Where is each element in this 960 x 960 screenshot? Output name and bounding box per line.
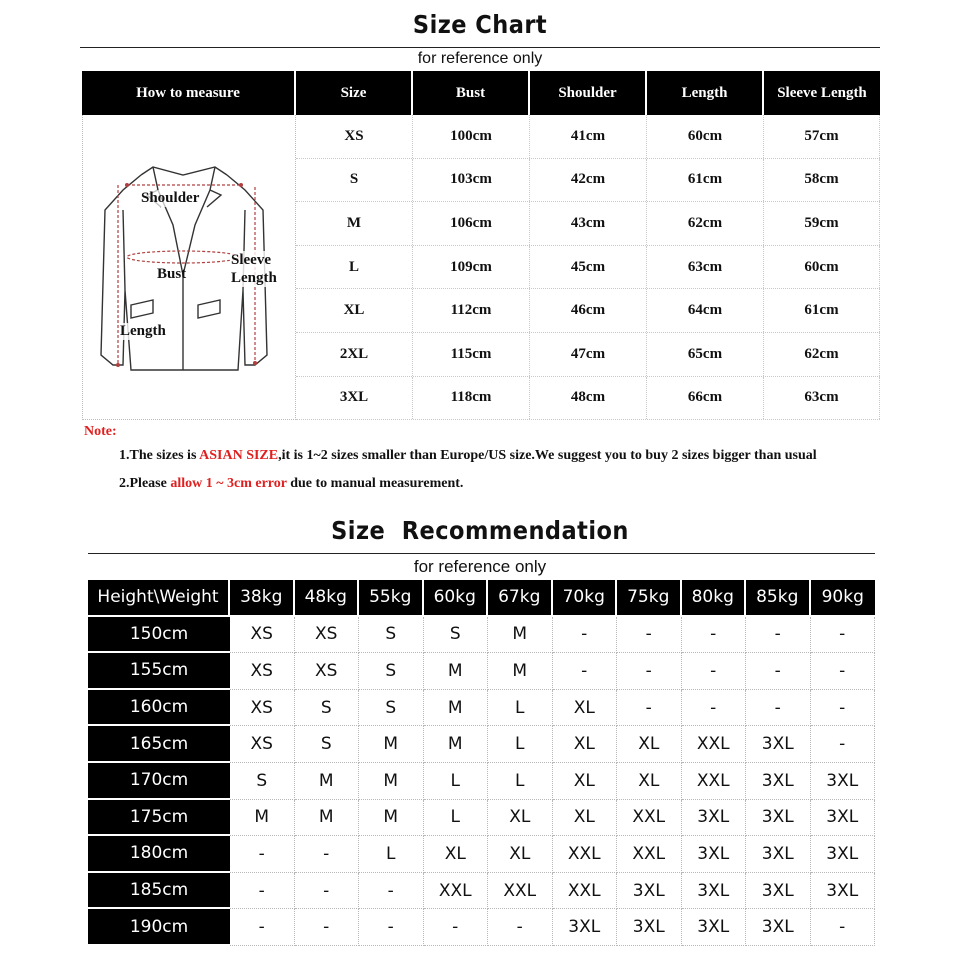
recommended-size-cell: - xyxy=(359,873,424,910)
note-label: Note: xyxy=(84,424,117,439)
size-chart-subtitle: for reference only xyxy=(417,50,543,67)
recommended-size-cell: XL xyxy=(617,726,682,763)
recommended-size-cell: - xyxy=(359,909,424,946)
size-chart-cell-length: 60cm xyxy=(647,115,764,158)
table-row xyxy=(296,159,880,203)
recommended-size-cell: XS xyxy=(230,653,295,690)
row-height-label: 170cm xyxy=(88,763,230,800)
diagram-label-sleeve-length xyxy=(231,251,277,287)
recommended-size-cell: M xyxy=(424,653,489,690)
note-2-text-b: due to manual measurement. xyxy=(286,476,464,491)
recommended-size-cell: 3XL xyxy=(682,873,747,910)
recommended-size-cell: 3XL xyxy=(746,763,811,800)
recommended-size-cell: L xyxy=(488,690,553,727)
recommended-size-cell: - xyxy=(746,690,811,727)
recommendation-title: Size Recommendation xyxy=(331,516,629,545)
size-chart-cell-bust: 115cm xyxy=(413,333,530,376)
recommended-size-cell: XS xyxy=(295,617,360,654)
header-weight: 85kg xyxy=(746,580,811,617)
size-chart-table xyxy=(82,71,880,420)
recommended-size-cell: - xyxy=(553,617,618,654)
recommended-size-cell: - xyxy=(230,909,295,946)
recommended-size-cell: - xyxy=(746,617,811,654)
recommended-size-cell: S xyxy=(359,653,424,690)
recommended-size-cell: S xyxy=(359,617,424,654)
recommended-size-cell: 3XL xyxy=(746,836,811,873)
recommended-size-cell: M xyxy=(488,617,553,654)
recommended-size-cell: XL xyxy=(553,800,618,837)
size-chart-cell-sleeve: 58cm xyxy=(764,159,880,202)
size-chart-cell-shoulder: 46cm xyxy=(530,289,647,332)
diagram-label-shoulder: Shoulder xyxy=(141,190,200,206)
size-chart-cell-length: 63cm xyxy=(647,246,764,289)
recommended-size-cell: S xyxy=(230,763,295,800)
recommended-size-cell: XS xyxy=(230,617,295,654)
recommended-size-cell: XXL xyxy=(553,873,618,910)
row-height-label: 190cm xyxy=(88,909,230,946)
note-1-text-b: ,it is 1~2 sizes smaller than Europe/US size.We suggest you to buy 2 sizes bigger than usual xyxy=(278,448,817,463)
note-line-2 xyxy=(119,476,463,492)
note-2-highlight: allow 1 ~ 3cm error xyxy=(170,476,287,491)
table-row xyxy=(296,333,880,377)
title-rule xyxy=(80,47,880,48)
recommended-size-cell: S xyxy=(424,617,489,654)
table-row xyxy=(88,726,875,763)
size-chart-cell-size: XL xyxy=(296,289,413,332)
recommended-size-cell: XS xyxy=(230,726,295,763)
recommended-size-cell: - xyxy=(682,653,747,690)
size-chart-cell-size: L xyxy=(296,246,413,289)
header-size: Size xyxy=(296,71,413,115)
size-chart-cell-shoulder: 47cm xyxy=(530,333,647,376)
recommended-size-cell: M xyxy=(359,800,424,837)
size-chart-cell-sleeve: 57cm xyxy=(764,115,880,158)
recommended-size-cell: - xyxy=(230,873,295,910)
header-weight: 38kg xyxy=(230,580,295,617)
recommended-size-cell: L xyxy=(488,763,553,800)
recommended-size-cell: - xyxy=(811,909,876,946)
size-chart-cell-bust: 100cm xyxy=(413,115,530,158)
table-row xyxy=(296,115,880,159)
table-row xyxy=(296,202,880,246)
recommended-size-cell: S xyxy=(295,726,360,763)
diagram-label-sleeve-1: Sleeve xyxy=(231,252,271,268)
recommended-size-cell: 3XL xyxy=(811,800,876,837)
size-chart-cell-bust: 112cm xyxy=(413,289,530,332)
size-chart-cell-length: 62cm xyxy=(647,202,764,245)
recommendation-rule xyxy=(88,553,875,554)
recommended-size-cell: 3XL xyxy=(617,909,682,946)
size-chart-cell-shoulder: 45cm xyxy=(530,246,647,289)
recommended-size-cell: - xyxy=(811,690,876,727)
recommended-size-cell: 3XL xyxy=(682,836,747,873)
recommended-size-cell: - xyxy=(811,726,876,763)
header-shoulder: Shoulder xyxy=(530,71,647,115)
size-chart-cell-size: XS xyxy=(296,115,413,158)
size-chart-cell-length: 64cm xyxy=(647,289,764,332)
recommended-size-cell: - xyxy=(295,836,360,873)
recommended-size-cell: - xyxy=(424,909,489,946)
size-chart-cell-bust: 103cm xyxy=(413,159,530,202)
recommended-size-cell: M xyxy=(295,763,360,800)
header-weight: 55kg xyxy=(359,580,424,617)
recommended-size-cell: S xyxy=(359,690,424,727)
recommended-size-cell: - xyxy=(682,617,747,654)
recommendation-subtitle: for reference only xyxy=(413,557,547,576)
table-row xyxy=(88,873,875,910)
recommended-size-cell: L xyxy=(488,726,553,763)
header-weight: 67kg xyxy=(488,580,553,617)
header-weight: 90kg xyxy=(811,580,876,617)
size-chart-cell-shoulder: 43cm xyxy=(530,202,647,245)
recommended-size-cell: XL xyxy=(553,690,618,727)
recommended-size-cell: M xyxy=(359,726,424,763)
table-row xyxy=(88,653,875,690)
recommended-size-cell: M xyxy=(488,653,553,690)
header-weight: 75kg xyxy=(617,580,682,617)
header-length: Length xyxy=(647,71,764,115)
note-1-highlight: ASIAN SIZE xyxy=(199,448,279,463)
size-chart-cell-length: 61cm xyxy=(647,159,764,202)
header-weight: 60kg xyxy=(424,580,489,617)
size-chart-cell-size: S xyxy=(296,159,413,202)
recommended-size-cell: 3XL xyxy=(682,909,747,946)
recommended-size-cell: XXL xyxy=(682,763,747,800)
recommended-size-cell: L xyxy=(424,763,489,800)
table-row xyxy=(296,377,880,421)
recommended-size-cell: XS xyxy=(230,690,295,727)
recommended-size-cell: - xyxy=(811,617,876,654)
recommended-size-cell: XXL xyxy=(682,726,747,763)
table-row xyxy=(296,289,880,333)
header-height-weight: Height\Weight xyxy=(88,580,230,617)
header-weight: 70kg xyxy=(553,580,618,617)
size-chart-cell-bust: 118cm xyxy=(413,377,530,420)
recommended-size-cell: L xyxy=(424,800,489,837)
diagram-label-length: Length xyxy=(120,323,166,339)
recommended-size-cell: 3XL xyxy=(811,763,876,800)
recommended-size-cell: - xyxy=(617,617,682,654)
header-weight: 48kg xyxy=(295,580,360,617)
row-height-label: 185cm xyxy=(88,873,230,910)
size-chart-cell-sleeve: 63cm xyxy=(764,377,880,420)
size-chart-cell-bust: 106cm xyxy=(413,202,530,245)
recommended-size-cell: M xyxy=(295,800,360,837)
note-1-text-a: 1.The sizes is xyxy=(119,448,200,463)
table-row xyxy=(88,763,875,800)
recommended-size-cell: - xyxy=(617,653,682,690)
recommended-size-cell: 3XL xyxy=(682,800,747,837)
recommended-size-cell: 3XL xyxy=(746,726,811,763)
recommended-size-cell: M xyxy=(359,763,424,800)
recommended-size-cell: - xyxy=(553,653,618,690)
recommendation-header-row xyxy=(88,580,875,617)
header-bust: Bust xyxy=(413,71,530,115)
size-chart-cell-length: 66cm xyxy=(647,377,764,420)
recommended-size-cell: - xyxy=(295,909,360,946)
recommended-size-cell: - xyxy=(295,873,360,910)
recommended-size-cell: M xyxy=(230,800,295,837)
recommended-size-cell: XL xyxy=(553,726,618,763)
recommended-size-cell: XL xyxy=(488,836,553,873)
recommended-size-cell: - xyxy=(682,690,747,727)
table-row xyxy=(88,617,875,654)
recommended-size-cell: - xyxy=(746,653,811,690)
size-chart-cell-sleeve: 59cm xyxy=(764,202,880,245)
size-chart-cell-size: 3XL xyxy=(296,377,413,420)
size-chart-cell-bust: 109cm xyxy=(413,246,530,289)
size-chart-rows xyxy=(296,115,880,420)
row-height-label: 150cm xyxy=(88,617,230,654)
jacket-diagram xyxy=(82,115,296,420)
table-row xyxy=(296,246,880,290)
table-row xyxy=(88,800,875,837)
recommended-size-cell: 3XL xyxy=(746,873,811,910)
row-height-label: 165cm xyxy=(88,726,230,763)
recommended-size-cell: 3XL xyxy=(746,800,811,837)
size-chart-cell-sleeve: 62cm xyxy=(764,333,880,376)
recommended-size-cell: - xyxy=(488,909,553,946)
recommended-size-cell: XXL xyxy=(617,836,682,873)
size-chart-header xyxy=(82,71,880,115)
recommended-size-cell: - xyxy=(811,653,876,690)
recommended-size-cell: 3XL xyxy=(746,909,811,946)
recommended-size-cell: XL xyxy=(424,836,489,873)
recommended-size-cell: S xyxy=(295,690,360,727)
recommended-size-cell: - xyxy=(617,690,682,727)
table-row xyxy=(88,836,875,873)
size-chart-cell-size: 2XL xyxy=(296,333,413,376)
header-how-to-measure: How to measure xyxy=(82,71,296,115)
recommended-size-cell: 3XL xyxy=(811,873,876,910)
table-row xyxy=(88,690,875,727)
recommended-size-cell: XL xyxy=(488,800,553,837)
recommended-size-cell: XXL xyxy=(424,873,489,910)
recommended-size-cell: 3XL xyxy=(553,909,618,946)
size-chart-cell-shoulder: 42cm xyxy=(530,159,647,202)
header-weight: 80kg xyxy=(682,580,747,617)
recommended-size-cell: - xyxy=(230,836,295,873)
size-chart-cell-length: 65cm xyxy=(647,333,764,376)
recommended-size-cell: XXL xyxy=(553,836,618,873)
recommended-size-cell: M xyxy=(424,690,489,727)
recommended-size-cell: L xyxy=(359,836,424,873)
recommended-size-cell: 3XL xyxy=(617,873,682,910)
note-2-text-a: 2.Please xyxy=(119,476,171,491)
size-chart-title: Size Chart xyxy=(412,10,548,39)
row-height-label: 155cm xyxy=(88,653,230,690)
size-chart-cell-shoulder: 48cm xyxy=(530,377,647,420)
recommended-size-cell: XS xyxy=(295,653,360,690)
row-height-label: 180cm xyxy=(88,836,230,873)
size-chart-cell-sleeve: 60cm xyxy=(764,246,880,289)
note-line-1 xyxy=(119,448,817,464)
recommendation-table xyxy=(88,580,875,946)
diagram-label-bust: Bust xyxy=(157,266,187,282)
row-height-label: 160cm xyxy=(88,690,230,727)
header-sleeve-length: Sleeve Length xyxy=(764,71,880,115)
size-chart-cell-sleeve: 61cm xyxy=(764,289,880,332)
recommended-size-cell: XXL xyxy=(617,800,682,837)
recommended-size-cell: XL xyxy=(617,763,682,800)
recommended-size-cell: XL xyxy=(553,763,618,800)
table-row xyxy=(88,909,875,946)
recommended-size-cell: XXL xyxy=(488,873,553,910)
diagram-label-sleeve-2: Length xyxy=(231,270,277,286)
recommended-size-cell: M xyxy=(424,726,489,763)
recommended-size-cell: 3XL xyxy=(811,836,876,873)
row-height-label: 175cm xyxy=(88,800,230,837)
size-chart-cell-shoulder: 41cm xyxy=(530,115,647,158)
size-chart-cell-size: M xyxy=(296,202,413,245)
